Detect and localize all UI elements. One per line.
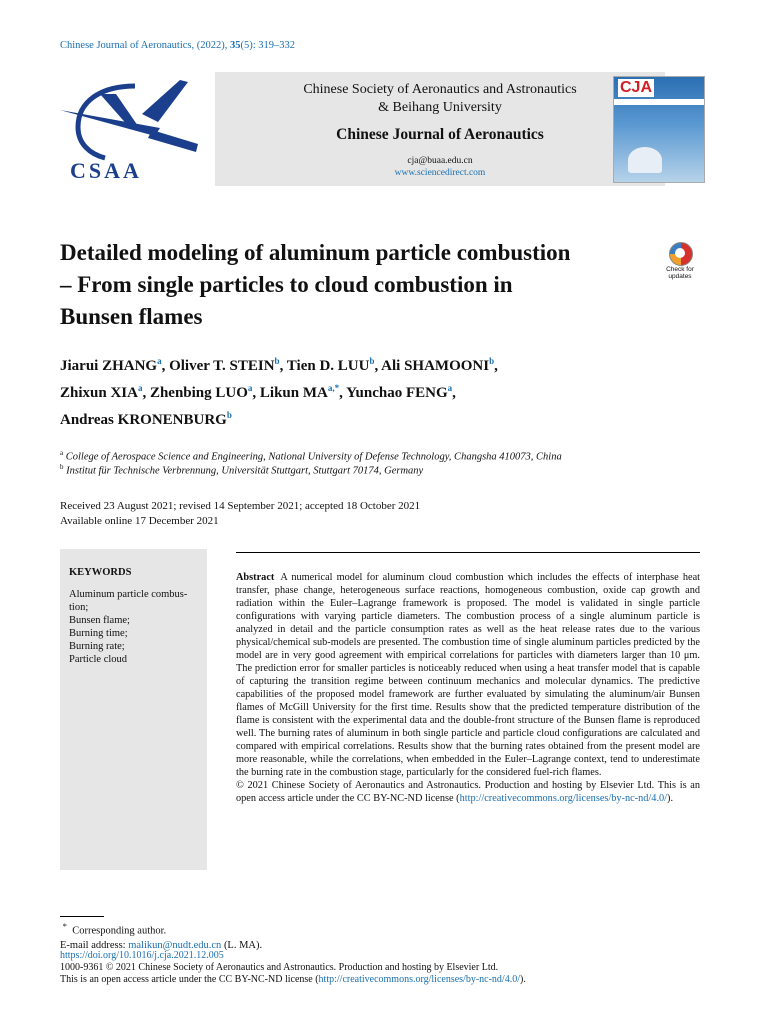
affiliation-b: $^b$ Institut für Technische Verbrennung, Universität Stuttgart, Stuttgart 70174, Germany [60, 463, 424, 477]
author: Oliver T. STEIN$^b$ [169, 356, 280, 374]
author: Yunchao FENG$^a$ [346, 383, 453, 401]
license-link[interactable]: http://creativecommons.org/licenses/by-nc-nd/4.0/ [459, 793, 668, 804]
article-title: Detailed modeling of aluminum particle combustion – From single particles to cloud combustion in Bunsen flames [60, 240, 571, 329]
footnotes: * Corresponding author. E-mail address: malikun@nudt.edu.cn (L. MA). [60, 921, 263, 951]
keywords-list [69, 588, 199, 666]
article-dates: Received 23 August 2021; revised 14 September 2021; accepted 18 October 2021 Available online 17 December 2021 [60, 500, 421, 527]
keyword-item: Burning time; [69, 628, 128, 639]
doi-link[interactable]: https://doi.org/10.1016/j.cja.2021.12.005 [60, 950, 224, 961]
crossmark-label: Check for updates [666, 266, 694, 280]
keywords-heading: KEYWORDS [69, 567, 132, 578]
journal-email: cja@buaa.edu.cn [407, 156, 473, 166]
cover-logo: CJA [620, 79, 653, 96]
keyword-item: Aluminum particle combus- tion; [69, 589, 188, 613]
keyword-item: Burning rate; [69, 641, 125, 652]
author: Tien D. LUU$^b$ [286, 356, 375, 374]
society-name: Chinese Society of Aeronautics and Astronautics & Beihang University [303, 82, 577, 115]
csaa-logo [60, 72, 210, 186]
keywords-box [60, 549, 207, 870]
cover-dish-graphic [628, 147, 662, 173]
journal-name: Chinese Journal of Aeronautics [336, 126, 544, 143]
sciencedirect-link[interactable]: www.sciencedirect.com [394, 168, 486, 178]
author: Zhenbing LUO$^a$ [149, 383, 253, 401]
journal-cover-image [613, 76, 705, 183]
footer-license-link[interactable]: http://creativecommons.org/licenses/by-nc-nd/4.0/ [318, 974, 520, 985]
cover-stripe [614, 99, 704, 105]
author: Andreas KRONENBURG$^b$ [60, 410, 232, 428]
corresponding-email-link[interactable]: malikun@nudt.edu.cn [128, 939, 222, 951]
author: Ali SHAMOONI$^b$ [381, 356, 495, 374]
check-for-updates-badge[interactable] [660, 242, 700, 282]
page-footer: https://doi.org/10.1016/j.cja.2021.12.005 1000-9361 © 2021 Chinese Society of Aeronautics and Astronautics. Production and hosting by Elsevier Ltd. This is an open access article under the CC BY-NC-ND license (http://creativecommons.org/licenses/by-nc-nd/4.0/). [60, 950, 526, 985]
abstract-rule [236, 552, 700, 553]
citation-line: Chinese Journal of Aeronautics, (2022), 35(5): 319–332 [60, 40, 296, 51]
keyword-item: Bunsen flame; [69, 615, 130, 626]
author-list: Jiarui ZHANG$^a$, Oliver T. STEIN$^b$, Tien D. LUU$^b$, Ali SHAMOONI$^b$, Zhixun XIA$^a$, Zhenbing LUO$^a$, Likun $MA^{a,*}$, Yunchao FENG$^a$, Andreas KRONENBURG$^b$ [60, 356, 498, 428]
csaa-logo-text: CSAA [70, 158, 142, 183]
author: Zhixun XIA$^a$ [60, 383, 143, 401]
keyword-item: Particle cloud [69, 654, 128, 665]
abstract-label: Abstract [236, 572, 275, 583]
abstract-text: A numerical model for aluminum cloud combustion which includes the effects of interphase heat transfer, phase change, heterogeneous surface reactions, homogeneous combustion, oxide cap growth and radiation within the Euler–Lagrange framework is proposed. The model is validated in single particle configurations with varying particle diameters. The combustion process of a single aluminum particle is analyzed in detail and the particle consumption rates as well as the heat release rates due to the various physical/chemical sub-models are presented. The combustion time of single aluminum particles predicted by the model are in very good agreement with empirical correlations for particles with diameters larger than 10 μm. The prediction error for smaller particles is noticeably reduced when using a heat transfer model that is capable of capturing the transition regime between continuum mechanics and molecular dynamics. The predictive capabilities of the proposed model framework are further evaluated by simulating the aluminum/air Bunsen flames of McGill University for the first time. Results show that the predicted temperature distribution of the flame is consistent with the experimental data and the double-front structure of the Bunsen flame is reproduced well. The burning rates of aluminum in both single particle and particle cloud configurations are calculated and compared with empirical correlations. Results show that the burning rates obtained from the present model are more reasonable, while the correlations, when embedded in the Euler–Lagrange context, tend to underestimate the burning rate in the combustion stage, particularly for the considered fuel-rich flames. [236, 572, 700, 778]
affiliation-a: $^a$ College of Aerospace Science and Engineering, National University of Defense Technology, Changsha 410073, China [60, 449, 562, 463]
author: Jiarui ZHANG$^a$ [60, 356, 162, 374]
abstract-copyright: © 2021 Chinese Society of Aeronautics and Astronautics. Production and hosting by Elsevier Ltd. This is an open access article under the CC BY-NC-ND license (http://creativecommons.org/licenses/by-nc-nd/4.0/). [236, 780, 700, 804]
abstract [236, 571, 700, 805]
footnote-rule [60, 916, 104, 917]
airplane-icon [60, 72, 210, 162]
author: Likun $MA^{a,*}$ [259, 383, 340, 401]
journal-masthead [60, 72, 708, 187]
